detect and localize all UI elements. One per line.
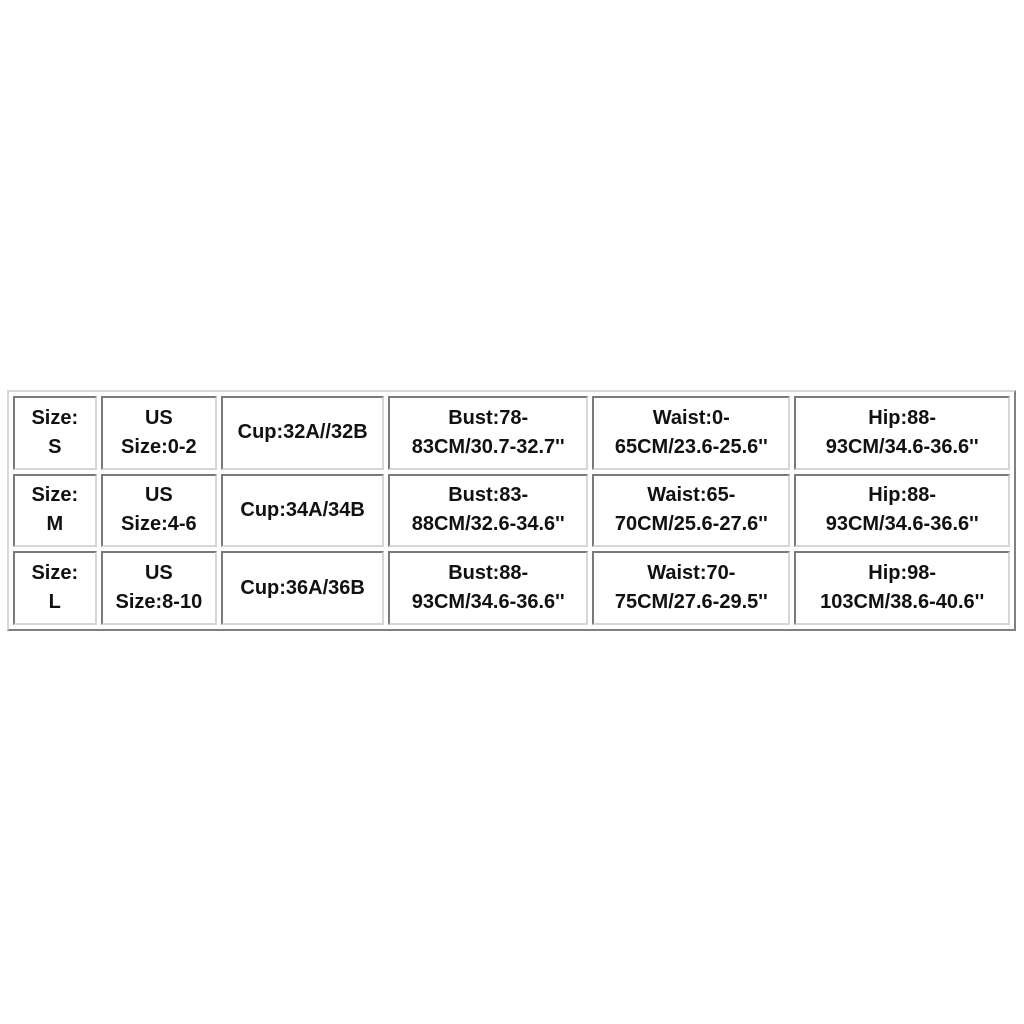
hip-label: Hip:98-: [868, 562, 937, 585]
us-size-value: Size:0-2: [121, 435, 197, 458]
bust-value: 93CM/34.6-36.6'': [411, 591, 565, 614]
bust-label: Bust:83-: [448, 484, 529, 507]
waist-label: Waist:65-: [647, 484, 736, 507]
size-cell: [13, 551, 97, 625]
size-label: Size:: [31, 562, 79, 585]
table-row: [13, 396, 1010, 470]
cup-cell: [221, 551, 384, 625]
us-label: US: [144, 484, 173, 507]
size-value: L: [48, 591, 61, 614]
cup-value: Cup:34A/34B: [240, 498, 365, 521]
hip-value: 93CM/34.6-36.6'': [825, 513, 979, 536]
waist-value: 65CM/23.6-25.6'': [614, 435, 768, 458]
us-size-cell: [101, 396, 218, 470]
size-value: M: [46, 513, 64, 536]
size-chart-table: [7, 390, 1016, 631]
us-size-cell: [101, 551, 218, 625]
waist-label: Waist:0-: [652, 406, 730, 429]
hip-value: 93CM/34.6-36.6'': [825, 435, 979, 458]
waist-cell: [592, 551, 790, 625]
hip-label: Hip:88-: [868, 484, 937, 507]
table-row: [13, 551, 1010, 625]
bust-cell: [388, 551, 588, 625]
cup-value: Cup:32A//32B: [237, 421, 368, 444]
hip-cell: [794, 474, 1010, 548]
us-label: US: [144, 406, 173, 429]
size-value: S: [48, 435, 62, 458]
size-label: Size:: [31, 484, 79, 507]
waist-value: 70CM/25.6-27.6'': [614, 513, 768, 536]
hip-cell: [794, 551, 1010, 625]
us-size-value: Size:8-10: [115, 591, 203, 614]
waist-cell: [592, 396, 790, 470]
hip-cell: [794, 396, 1010, 470]
cup-cell: [221, 474, 384, 548]
bust-label: Bust:88-: [448, 562, 529, 585]
bust-cell: [388, 396, 588, 470]
bust-label: Bust:78-: [448, 406, 529, 429]
us-size-cell: [101, 474, 218, 548]
cup-value: Cup:36A/36B: [240, 576, 365, 599]
bust-value: 88CM/32.6-34.6'': [411, 513, 565, 536]
waist-value: 75CM/27.6-29.5'': [614, 591, 768, 614]
size-cell: [13, 474, 97, 548]
bust-value: 83CM/30.7-32.7'': [411, 435, 565, 458]
waist-label: Waist:70-: [647, 562, 736, 585]
bust-cell: [388, 474, 588, 548]
cup-cell: [221, 396, 384, 470]
us-size-value: Size:4-6: [121, 513, 197, 536]
size-cell: [13, 396, 97, 470]
hip-label: Hip:88-: [868, 406, 937, 429]
hip-value: 103CM/38.6-40.6'': [820, 591, 985, 614]
size-label: Size:: [31, 406, 79, 429]
waist-cell: [592, 474, 790, 548]
table-row: [13, 474, 1010, 548]
us-label: US: [144, 562, 173, 585]
